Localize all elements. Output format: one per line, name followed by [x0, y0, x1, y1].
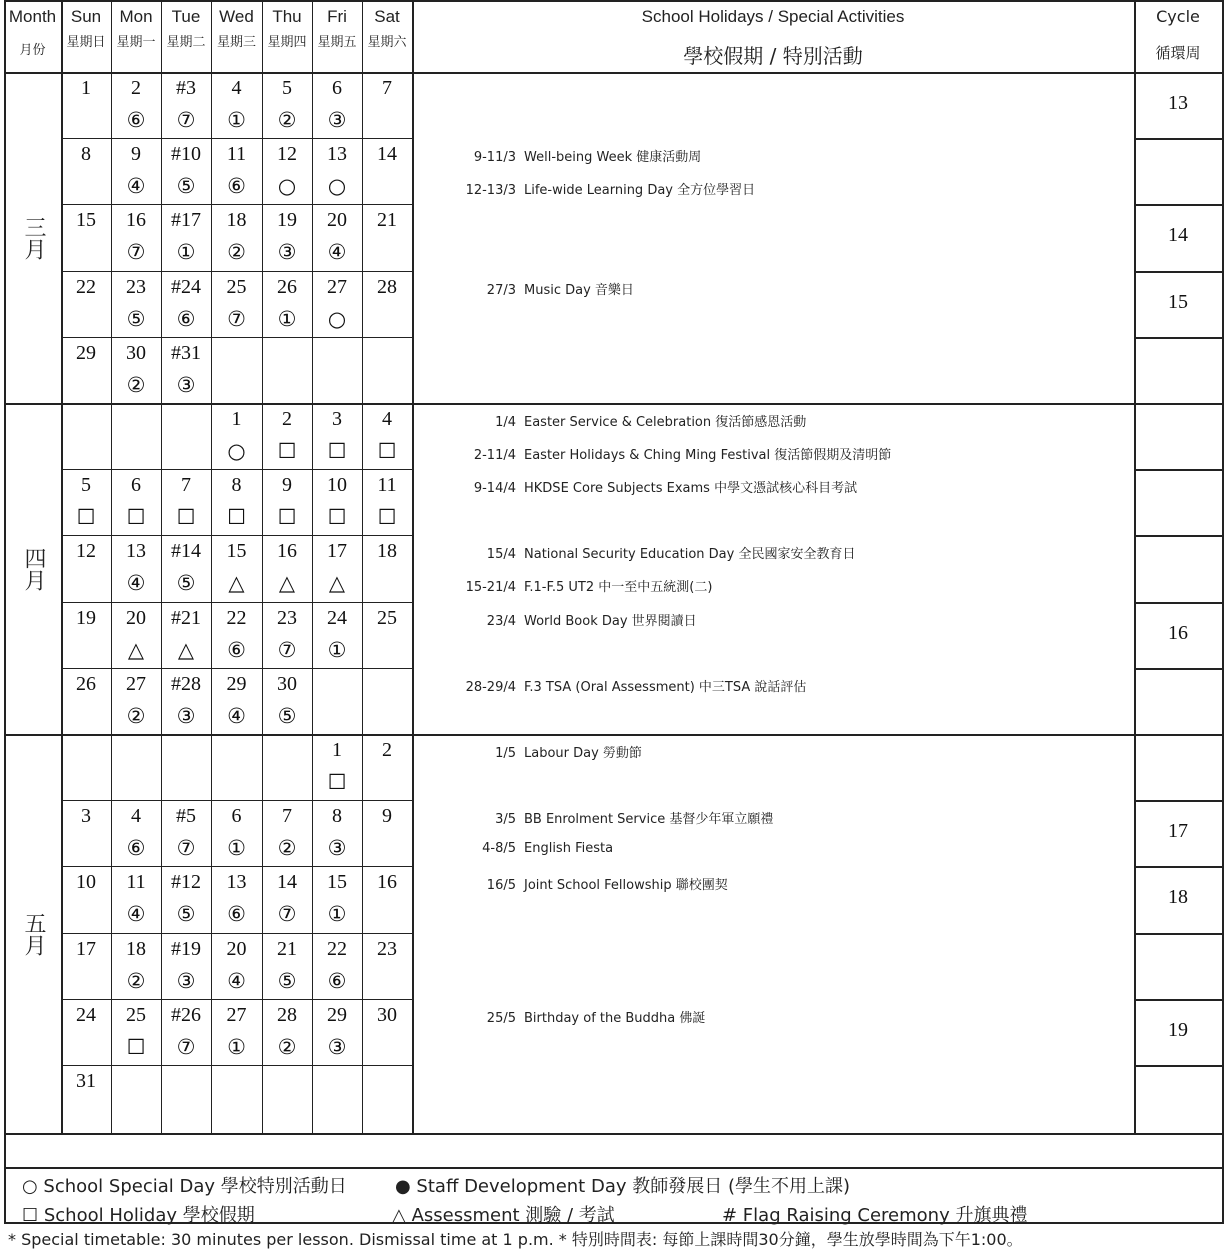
day-mark: △ [228, 571, 245, 596]
activity-text: BB Enrolment Service 基督少年軍立願禮 [524, 812, 774, 828]
day-header-sat: Sat [374, 7, 400, 26]
day-mark: ☐ [227, 505, 246, 530]
day-number: 27 [327, 275, 347, 298]
day-number: 17 [76, 937, 96, 960]
day-number: 22 [327, 937, 347, 960]
day-number: 14 [277, 871, 297, 894]
day-mark: ☐ [126, 1034, 146, 1059]
day-mark: ② [126, 703, 146, 728]
day-number: 26 [277, 275, 297, 298]
header-divider [4, 72, 1224, 74]
day-number: 13 [327, 143, 347, 166]
day-number: 9 [382, 805, 392, 828]
day-number: #5 [176, 805, 196, 828]
day-number: #12 [171, 871, 201, 894]
month-label: 五月 [21, 911, 46, 956]
day-number: 12 [277, 143, 297, 166]
day-number: 7 [282, 805, 292, 828]
day-mark: ① [176, 240, 196, 265]
week-divider [61, 866, 412, 867]
activity-text: English Fiesta [524, 841, 614, 857]
day-number: 16 [377, 871, 397, 894]
day-mark: △ [278, 571, 296, 596]
day-number: 19 [76, 606, 96, 629]
day-number: 7 [382, 77, 392, 99]
day-mark: ③ [327, 1034, 347, 1059]
special-timetable-note: * Special timetable: 30 minutes per lesson. Dismissal time at 1 p.m. * 特別時間表: 每節上課時間30分鐘，學生放學時間為下午1:00。 [8, 1230, 1023, 1249]
activity-entry [416, 411, 806, 430]
legend-special-day: ○ School Special Day 學校特別活動日 [22, 1176, 347, 1198]
day-mark: ② [277, 108, 297, 132]
day-mark: ⑥ [327, 968, 347, 993]
activity-entry [416, 742, 642, 761]
day-number: 2 [131, 77, 141, 99]
day-mark: ② [126, 372, 146, 397]
month-header-zh: 月份 [19, 43, 46, 58]
day-mark: ⑤ [126, 306, 146, 331]
activity-entry [416, 676, 806, 695]
day-mark: ③ [176, 372, 196, 397]
activity-date: 2-11/4 [473, 448, 516, 463]
cycle-divider [1134, 933, 1222, 935]
day-number: 6 [332, 77, 342, 99]
activity-text: Easter Holidays & Ching Ming Festival 復活節假期及清明節 [524, 448, 892, 463]
activity-entry [416, 576, 712, 595]
day-mark: ☐ [176, 505, 196, 530]
cycle-divider [1134, 138, 1222, 140]
day-mark: ⑦ [176, 836, 196, 861]
activity-entry [416, 146, 701, 165]
day-mark: ⑦ [277, 637, 297, 662]
cycle-divider [1134, 469, 1222, 471]
activity-text: F.3 TSA (Oral Assessment) 中三TSA 說話評估 [524, 679, 807, 695]
day-number: 18 [226, 209, 247, 232]
activity-date: 12-13/3 [465, 183, 516, 199]
day-mark: ③ [176, 968, 196, 993]
cycle-divider [1134, 800, 1222, 802]
month-label: 三月 [21, 215, 46, 260]
day-header-wed: Wed [219, 7, 254, 26]
day-mark: ⑥ [227, 174, 246, 199]
day-number: 31 [76, 1070, 96, 1092]
day-number: #26 [171, 1003, 201, 1026]
day-number: 27 [226, 1003, 247, 1026]
day-number: 1 [231, 408, 242, 430]
day-number: 3 [332, 408, 342, 430]
cycle-header-zh: 循環周 [1155, 44, 1201, 62]
day-mark: △ [127, 637, 145, 662]
week-divider [61, 668, 412, 669]
day-mark: ○ [327, 306, 347, 331]
day-mark: ② [277, 836, 297, 861]
cycle-divider [1134, 1065, 1222, 1067]
activity-date: 23/4 [486, 613, 516, 629]
day-mark: ☐ [277, 505, 297, 530]
column-divider [412, 0, 414, 1133]
day-mark: ④ [227, 968, 246, 993]
activity-entry [416, 444, 891, 463]
activity-date: 3/5 [495, 812, 516, 828]
day-number: 21 [377, 209, 397, 232]
day-number: 6 [231, 805, 242, 828]
day-number: 4 [382, 408, 392, 430]
day-header-zh: 星期六 [367, 35, 407, 50]
activity-date: 4-8/5 [482, 841, 516, 857]
day-number: 27 [126, 672, 146, 695]
day-mark: ☐ [327, 505, 347, 530]
column-divider [61, 0, 63, 1133]
activity-text: Easter Service & Celebration 復活節感恩活動 [524, 415, 807, 430]
day-header-sun: Sun [70, 7, 102, 26]
activity-text: Music Day 音樂日 [524, 282, 634, 298]
activity-entry [416, 1007, 705, 1026]
cycle-divider [1134, 866, 1222, 868]
day-header-zh: 星期二 [166, 35, 206, 50]
day-number: 25 [226, 275, 247, 298]
month-header: Month [8, 7, 57, 26]
day-number: 15 [327, 871, 347, 894]
day-header-zh: 星期四 [267, 35, 307, 50]
day-mark: ③ [176, 703, 196, 728]
day-number: 15 [76, 209, 96, 232]
day-mark: ① [227, 108, 246, 132]
activity-text: Labour Day 勞動節 [524, 746, 642, 761]
day-number: 17 [327, 540, 347, 563]
day-number: 24 [327, 606, 347, 629]
day-number: 4 [131, 805, 141, 828]
day-header-mon: Mon [119, 7, 153, 26]
day-number: 5 [282, 77, 292, 99]
day-mark: ④ [227, 703, 246, 728]
top-border [4, 0, 1224, 2]
day-mark: ① [277, 306, 297, 331]
activity-text: Life-wide Learning Day 全方位學習日 [524, 183, 756, 199]
day-number: 10 [327, 474, 347, 497]
activity-entry [416, 808, 773, 827]
day-header-fri: Fri [327, 7, 347, 26]
day-number: 1 [81, 77, 91, 99]
activity-text: Joint School Fellowship 聯校團契 [524, 878, 728, 894]
day-number: 19 [277, 209, 297, 232]
day-mark: ⑥ [227, 637, 246, 662]
day-mark: ⑦ [277, 902, 297, 927]
cycle-number: 19 [1168, 1018, 1188, 1041]
day-number: 24 [76, 1003, 96, 1026]
activity-date: 1/5 [495, 746, 516, 761]
week-divider [61, 337, 412, 338]
day-mark: ⑦ [176, 1034, 196, 1059]
day-number: 22 [76, 275, 96, 298]
day-number: 16 [277, 540, 297, 563]
cycle-number: 15 [1168, 290, 1188, 313]
day-number: 25 [126, 1003, 146, 1026]
day-mark: ☐ [327, 770, 347, 794]
day-number: 6 [131, 474, 141, 497]
day-number: 18 [126, 937, 146, 960]
day-header-zh: 星期五 [317, 35, 357, 50]
legend-flag: # Flag Raising Ceremony 升旗典禮 [722, 1205, 1028, 1227]
day-number: 26 [76, 672, 96, 695]
column-divider [161, 0, 162, 1133]
day-number: 2 [382, 739, 392, 761]
day-number: 29 [76, 341, 96, 364]
activity-date: 9-14/4 [473, 481, 516, 497]
day-number: 29 [226, 672, 247, 695]
day-mark: ☐ [377, 505, 397, 530]
day-number: 11 [377, 474, 397, 497]
day-mark: ① [327, 637, 347, 662]
day-number: 10 [76, 871, 96, 894]
column-divider [211, 0, 212, 1133]
day-mark: ① [327, 902, 347, 927]
day-number: #14 [171, 540, 201, 563]
cycle-divider [1134, 271, 1222, 273]
activity-entry [416, 477, 857, 496]
column-divider [312, 0, 313, 1133]
column-divider [362, 0, 363, 1133]
day-number: 20 [126, 606, 146, 629]
day-mark: ① [227, 836, 246, 861]
activity-date: 1/4 [495, 415, 516, 430]
day-mark: ⑤ [277, 968, 297, 993]
day-number: 9 [131, 143, 141, 166]
month-label: 四月 [21, 546, 46, 591]
cycle-number: 14 [1168, 224, 1188, 247]
week-divider [61, 800, 412, 801]
week-divider [61, 999, 412, 1000]
day-mark: ☐ [327, 439, 347, 463]
day-number: 13 [126, 540, 146, 563]
day-mark: ④ [327, 240, 347, 265]
day-mark: ⑥ [126, 108, 146, 132]
day-mark: ⑥ [227, 902, 246, 927]
cycle-divider [1134, 535, 1222, 537]
day-number: 30 [126, 341, 146, 364]
cycle-divider [1134, 337, 1222, 339]
day-header-zh: 星期日 [66, 35, 106, 50]
day-number: 5 [81, 474, 91, 497]
activity-entry [416, 610, 697, 629]
day-number: 14 [377, 143, 397, 166]
day-mark: ☐ [377, 439, 397, 463]
month-divider [4, 734, 1222, 736]
day-number: 23 [277, 606, 297, 629]
day-number: 11 [126, 871, 146, 894]
day-mark: ④ [126, 571, 146, 596]
activity-entry [416, 279, 634, 298]
day-header-zh: 星期一 [116, 35, 156, 50]
activity-text: Birthday of the Buddha 佛誕 [524, 1010, 706, 1026]
day-number: 28 [277, 1003, 297, 1026]
activity-entry [416, 543, 855, 562]
day-mark: ☐ [126, 505, 146, 530]
day-number: 3 [81, 805, 91, 828]
activity-date: 15-21/4 [465, 580, 516, 596]
day-number: #3 [176, 77, 196, 99]
day-mark: ⑤ [176, 571, 196, 596]
day-number: 15 [226, 540, 247, 563]
day-number: 23 [377, 937, 397, 960]
column-divider [111, 0, 112, 1133]
cycle-divider [1134, 602, 1222, 604]
activity-text: World Book Day 世界閱讀日 [524, 613, 697, 629]
day-mark: ⑦ [176, 108, 196, 132]
header-row [0, 0, 1224, 72]
day-number: 8 [332, 805, 342, 828]
day-number: 20 [226, 937, 247, 960]
cycle-number: 13 [1168, 92, 1188, 114]
activity-text: HKDSE Core Subjects Exams 中學文憑試核心科目考試 [524, 481, 858, 497]
day-number: 20 [327, 209, 347, 232]
day-number: #24 [171, 275, 201, 298]
cycle-number: 16 [1168, 621, 1188, 644]
activity-date: 15/4 [486, 547, 516, 563]
day-mark: ④ [126, 174, 146, 199]
day-number: 29 [327, 1003, 347, 1026]
activity-date: 27/3 [486, 282, 516, 298]
day-mark: ⑤ [176, 902, 196, 927]
day-number: #19 [171, 937, 201, 960]
day-mark: ② [227, 240, 246, 265]
day-number: 11 [226, 143, 247, 166]
day-mark: ⑦ [126, 240, 146, 265]
day-mark: ○ [227, 439, 246, 463]
day-number: 2 [282, 408, 292, 430]
day-number: 13 [226, 871, 247, 894]
day-header-zh: 星期三 [216, 35, 256, 50]
day-mark: ④ [126, 902, 146, 927]
cycle-divider [1134, 668, 1222, 670]
day-number: 22 [226, 606, 247, 629]
day-header-thu: Thu [272, 7, 302, 26]
day-mark: ⑤ [176, 174, 196, 199]
day-mark: ⑤ [277, 703, 297, 728]
day-number: 21 [277, 937, 297, 960]
week-divider [61, 602, 412, 603]
day-header-tue: Tue [171, 7, 201, 26]
cycle-header: Cycle [1156, 7, 1200, 26]
week-divider [61, 271, 412, 272]
day-number: 18 [377, 540, 397, 563]
day-number: #10 [171, 143, 201, 166]
day-number: #21 [171, 606, 201, 629]
day-mark: ① [227, 1034, 246, 1059]
day-mark: ⑦ [227, 306, 246, 331]
activity-date: 28-29/4 [465, 679, 516, 695]
day-number: #17 [171, 209, 201, 232]
day-mark: ② [126, 968, 146, 993]
day-mark: ⑥ [126, 836, 146, 861]
day-mark: ② [277, 1034, 297, 1059]
day-number: 12 [76, 540, 96, 563]
day-number: 9 [282, 474, 292, 497]
activity-entry [416, 179, 755, 198]
day-number: 8 [81, 143, 91, 166]
day-number: 16 [126, 209, 146, 232]
day-number: #31 [171, 341, 201, 364]
day-number: 23 [126, 275, 146, 298]
cycle-divider [1134, 204, 1222, 206]
day-number: 4 [231, 77, 242, 99]
day-mark: ☐ [76, 505, 96, 530]
legend-assessment: △ Assessment 測驗 / 考試 [392, 1205, 615, 1227]
activity-date: 9-11/3 [473, 150, 516, 166]
legend-top-border [4, 1167, 1224, 1169]
week-divider [61, 535, 412, 536]
day-mark: △ [177, 637, 195, 662]
day-mark: ③ [277, 240, 297, 265]
month-divider [4, 403, 1222, 405]
activity-date: 16/5 [486, 878, 516, 894]
day-number: 30 [277, 672, 297, 695]
day-number: 8 [231, 474, 242, 497]
activity-text: National Security Education Day 全民國家安全教育日 [524, 547, 856, 563]
activity-entry [416, 874, 728, 893]
day-number: 25 [377, 606, 397, 629]
day-mark: ○ [327, 174, 347, 199]
week-divider [61, 933, 412, 934]
activity-text: Well-being Week 健康活動周 [524, 150, 702, 166]
column-divider [4, 0, 6, 1133]
day-mark: ③ [327, 108, 347, 132]
activity-date: 25/5 [486, 1010, 516, 1026]
cycle-number: 18 [1168, 886, 1188, 909]
week-divider [61, 204, 412, 205]
column-divider [1134, 0, 1136, 1133]
day-mark: ☐ [277, 439, 297, 463]
column-divider [262, 0, 263, 1133]
week-divider [61, 1065, 412, 1066]
day-number: 28 [377, 275, 397, 298]
activity-entry [416, 841, 613, 856]
activities-header-zh: 學校假期 / 特別活動 [683, 44, 863, 68]
legend-staff-day: ● Staff Development Day 教師發展日 (學生不用上課) [395, 1176, 850, 1198]
day-mark: ○ [277, 174, 297, 199]
legend-holiday: ☐ School Holiday 學校假期 [22, 1205, 255, 1227]
week-divider [61, 469, 412, 470]
day-mark: ③ [327, 836, 347, 861]
month-divider [4, 1133, 1222, 1135]
day-number: 7 [181, 474, 191, 497]
activities-header: School Holidays / Special Activities [641, 7, 905, 26]
week-divider [61, 138, 412, 139]
cycle-divider [1134, 999, 1222, 1001]
day-mark: △ [328, 571, 346, 596]
day-mark: ⑥ [176, 306, 196, 331]
activity-text: F.1-F.5 UT2 中一至中五統測(二) [524, 580, 713, 596]
cycle-number: 17 [1168, 820, 1188, 843]
day-number: #28 [171, 672, 201, 695]
day-number: 30 [377, 1003, 397, 1026]
day-number: 1 [332, 739, 342, 761]
legend-left-border [4, 1133, 6, 1224]
